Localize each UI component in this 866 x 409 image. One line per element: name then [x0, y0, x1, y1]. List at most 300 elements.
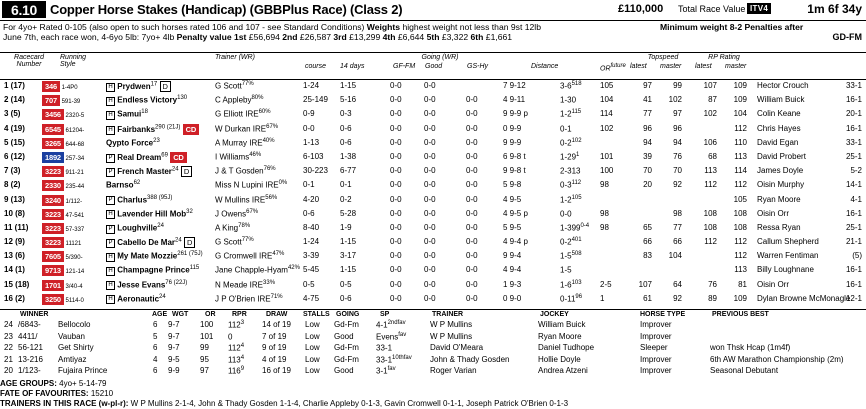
- runner-horse-name: H Jesse Evans$^{76}$ $^{(22J)}$: [106, 280, 187, 291]
- runner-official-rating: 104: [600, 95, 614, 105]
- runner-horse-name: H Endless Victory$^{130}$: [106, 95, 187, 106]
- result-age: 6: [153, 366, 158, 375]
- result-rpr: $112^4$: [228, 343, 245, 353]
- col-gs-hy: GS-Hy: [467, 63, 488, 70]
- runner-form: 3223 57-337: [42, 223, 84, 234]
- runner-distance-record: 0-1: [560, 124, 572, 134]
- runner-form: 9713 121-14: [42, 265, 84, 276]
- runner-topspeed-latest: 94: [643, 137, 652, 147]
- runner-trainer: W Durkan $IRE^{67\%}$: [215, 123, 279, 134]
- runner-trainer: G Scott$^{77\%}$: [215, 81, 254, 91]
- runner-number: 12 (9): [4, 237, 25, 247]
- runner-weight: 4 9-4 p: [503, 237, 528, 247]
- result-weight: 9-7: [168, 320, 180, 329]
- result-stalls: Low: [305, 320, 320, 329]
- runner-form: 7605 5/390-: [42, 251, 83, 262]
- runner-going-gs-hy: 0-0: [466, 194, 478, 204]
- result-weight: 9-7: [168, 343, 180, 352]
- conditions-line-1: [3, 22, 541, 33]
- runner-distance-record: $1-29^1$: [560, 151, 580, 162]
- runner-trainer: G Elliott $IRE^{60\%}$: [215, 109, 271, 120]
- runner-jockey: David Egan: [757, 137, 799, 147]
- result-or: 97: [200, 366, 209, 375]
- runner-topspeed-latest: 107: [638, 279, 652, 289]
- runner-jockey: Dylan Browne McMonagle: [757, 293, 851, 303]
- runner-topspeed-latest: 39: [643, 151, 652, 161]
- runner-trainer: A King$^{78\%}$: [215, 222, 251, 233]
- runner-odds: 12-1: [845, 293, 862, 303]
- runner-going-gs-hy: 0-0: [466, 279, 478, 289]
- runner-weight: 4 9-4: [503, 265, 522, 275]
- runner-horse-name: H Prydwen$^{17}$ D: [106, 81, 171, 92]
- runner-course-record: 1-13: [303, 137, 320, 147]
- result-sp: $3-1^{fav}$: [376, 366, 396, 376]
- penalty-3rd: £13,299: [346, 32, 383, 42]
- runner-going-gf-fm: 0-0: [390, 251, 402, 261]
- runner-topspeed-master: 96: [673, 123, 682, 133]
- runner-official-rating: 1: [600, 293, 605, 303]
- result-ref: 1/123-: [18, 366, 41, 375]
- runner-going-gf-fm: 0-0: [390, 180, 402, 190]
- col-good: Good: [425, 63, 443, 70]
- conditions-weights-label: Weights: [366, 22, 401, 32]
- runner-official-rating: 98: [600, 180, 609, 190]
- result-winner: Fujaira Prince: [58, 366, 108, 375]
- runner-weight: 9 9-8 t: [503, 166, 526, 176]
- runner-horse-name: P Cabello De Mar$^{24}$ D: [106, 237, 195, 248]
- runner-number: 4 (19): [4, 123, 25, 133]
- runner-rpr-latest: 87: [708, 95, 717, 105]
- runner-14day-record: 1-15: [340, 237, 357, 247]
- runner-going-good: 0-0: [424, 166, 436, 176]
- rh-stalls: STALLS: [303, 311, 330, 318]
- runner-topspeed-latest: 83: [643, 251, 652, 261]
- runner-rpr-master: 112: [734, 123, 747, 133]
- race-distance: 1m 6f 34y: [807, 2, 862, 16]
- footer-notes: [0, 379, 866, 409]
- runner-horse-name: P Real Dream$^{69}$ CD: [106, 152, 187, 163]
- runner-course-record: 0-6: [303, 208, 315, 218]
- runner-number: 13 (6): [4, 251, 25, 261]
- result-previous-best: won Thsk Hcap (1m4f): [710, 343, 791, 352]
- runner-rpr-latest: 108: [703, 222, 717, 232]
- runner-rpr-latest: 76: [708, 279, 717, 289]
- runner-going-gs-hy: 0-0: [466, 293, 478, 303]
- penalty-1st: £56,694: [246, 32, 283, 42]
- result-or: 95: [200, 354, 209, 364]
- runner-weight: 9 9-9: [503, 137, 522, 147]
- runners-list: [0, 80, 866, 307]
- runner-jockey: David Probert: [757, 151, 806, 161]
- runner-rpr-master: 105: [733, 194, 747, 204]
- past-result-row: [0, 355, 866, 367]
- runner-course-record: 0-5: [303, 279, 315, 289]
- runner-going-good: 0-0: [424, 95, 436, 105]
- result-trainer: W P Mullins: [430, 331, 473, 341]
- runner-jockey: Warren Fentiman: [757, 251, 819, 261]
- fate-favourites-value: 15210: [90, 388, 114, 398]
- runner-distance-record: $0-11^{96}$: [560, 293, 583, 304]
- result-draw: 9 of 19: [262, 343, 287, 352]
- past-results-rows: [0, 320, 866, 378]
- rh-rpr: RPR: [232, 311, 247, 318]
- runner-going-good: 0-0: [424, 109, 436, 119]
- runner-row[interactable]: [0, 194, 866, 208]
- runner-row[interactable]: [0, 222, 866, 236]
- runner-rpr-latest: 108: [703, 208, 717, 218]
- runner-number: 16 (2): [4, 293, 25, 303]
- past-results-table: [0, 309, 866, 378]
- runner-going-gf-fm: 0-0: [390, 194, 402, 204]
- runner-number: 8 (2): [4, 180, 21, 190]
- result-going: Gd-Fm: [334, 354, 359, 364]
- result-going: Gd-Fm: [334, 343, 359, 352]
- result-or: 100: [200, 320, 214, 329]
- runner-14day-record: 5-28: [340, 208, 357, 218]
- runner-going-gs-hy: 0-0: [466, 123, 478, 133]
- runner-horse-name: P French Master$^{24}$ D: [106, 166, 192, 177]
- runner-row[interactable]: [0, 108, 866, 122]
- runner-row[interactable]: [0, 151, 866, 165]
- runner-weight: 9 9-9 p: [503, 109, 528, 119]
- runner-odds: 5-2: [850, 166, 862, 176]
- runner-weight: 4 9-5 p: [503, 208, 528, 218]
- runner-rpr-latest: 106: [703, 137, 717, 147]
- runner-14day-record: 0-6: [340, 137, 352, 147]
- result-stalls: Low: [305, 366, 320, 375]
- result-previous-best: Seasonal Debutant: [710, 366, 779, 375]
- result-jockey: William Buick: [538, 320, 586, 329]
- runner-trainer: J P O'Brien $IRE^{71\%}$: [215, 293, 283, 304]
- runner-course-record: 0-9: [303, 109, 315, 119]
- runner-14day-record: 0-6: [340, 293, 352, 303]
- runner-odds: 16-1: [845, 279, 862, 289]
- runner-jockey: Ressa Ryan: [757, 222, 801, 232]
- runner-odds: 16-1: [845, 208, 862, 218]
- result-winner: Amtiyaz: [58, 354, 87, 364]
- result-age: 6: [153, 320, 158, 329]
- result-ref: 4411/: [18, 331, 38, 341]
- runner-horse-name: Barnso$^{62}$: [106, 180, 141, 190]
- trainers-value: W P Mullins 2-1-4, John & Thady Gosden 1-1-4, Charlie Appleby 0-1-3, Gavin Cromwell 0-1-1, Joseph Patrick O'Brien 0-1-3: [130, 398, 569, 408]
- runner-going-good: 0-0: [424, 237, 436, 247]
- runner-official-rating: 98: [600, 208, 609, 218]
- result-trainer: David O'Meara: [430, 343, 484, 352]
- result-sp: $33-1^{10thfav}$: [376, 354, 412, 365]
- runner-distance-record: $0-3^{112}$: [560, 180, 582, 190]
- runner-row[interactable]: [0, 293, 866, 307]
- col-trainer: Trainer (WR): [215, 54, 255, 61]
- runner-weight: 7 9-12: [503, 81, 526, 90]
- runner-topspeed-latest: 97: [643, 81, 652, 90]
- runner-going-gf-fm: 0-0: [390, 279, 402, 289]
- runner-trainer: G Cromwell $IRE^{47\%}$: [215, 251, 285, 261]
- result-year: 23: [4, 331, 13, 341]
- runner-course-record: 6-103: [303, 151, 324, 161]
- runner-going-good: 0-0: [424, 81, 436, 90]
- runner-form: 2330 235-44: [42, 180, 84, 191]
- result-jockey: Hollie Doyle: [538, 354, 581, 364]
- past-result-row: [0, 343, 866, 355]
- past-result-row: [0, 320, 866, 332]
- runner-jockey: William Buick: [757, 95, 805, 105]
- runner-rpr-master: 108: [733, 208, 747, 218]
- runner-row[interactable]: [0, 264, 866, 278]
- runner-going-gf-fm: 0-0: [390, 237, 402, 247]
- runner-weight: 4 9-11: [503, 95, 526, 105]
- runner-horse-name: H Samui$^{18}$: [106, 109, 148, 120]
- conditions-text-1c: highest weight not less than 9st 12lb: [400, 22, 541, 32]
- runner-jockey: Chris Hayes: [757, 123, 801, 133]
- runner-distance-record: $0-2^{102}$: [560, 137, 582, 148]
- runner-rpr-master: 113: [734, 151, 747, 161]
- runner-rpr-master: 112: [734, 251, 747, 261]
- result-or: 99: [200, 343, 209, 352]
- runner-odds: 25-1: [845, 151, 862, 161]
- tv-channel-badge: ITV4: [747, 3, 771, 14]
- runner-course-record: 1-24: [303, 237, 320, 247]
- rh-horse-type: HORSE TYPE: [640, 311, 686, 318]
- runner-row[interactable]: [0, 236, 866, 250]
- runner-14day-record: 0-5: [340, 279, 352, 289]
- penalty-4th-label: 4th: [382, 32, 396, 42]
- runner-topspeed-master: 76: [673, 151, 682, 161]
- runner-weight: 5 9-5: [503, 222, 522, 232]
- runner-14day-record: 5-16: [340, 95, 357, 105]
- conditions-line-2: [3, 32, 512, 43]
- result-jockey: Daniel Tudhope: [538, 343, 595, 352]
- runner-going-gs-hy: 0-0: [466, 222, 478, 232]
- runner-weight: 1 9-3: [503, 279, 522, 289]
- runner-topspeed-latest: 61: [643, 293, 652, 303]
- runner-going-gf-fm: 0-0: [390, 123, 402, 133]
- runner-14day-record: 1-38: [340, 151, 357, 161]
- result-stalls: Low: [305, 343, 320, 352]
- runner-odds: 16-1: [845, 265, 862, 275]
- rh-draw: DRAW: [266, 311, 288, 318]
- col-going: Going (WR): [421, 54, 459, 61]
- result-draw: 16 of 19: [262, 366, 291, 375]
- rh-trainer: TRAINER: [432, 311, 464, 318]
- runner-trainer: I Williams$^{46\%}$: [215, 151, 262, 162]
- column-headers: [0, 53, 866, 80]
- runner-weight: 4 9-5: [503, 194, 522, 204]
- runner-odds: 21-1: [845, 237, 862, 247]
- runner-course-record: 4-75: [303, 293, 320, 303]
- runner-rpr-latest: 102: [703, 109, 717, 119]
- race-time-badge: 6.10: [2, 1, 46, 18]
- runner-number: 14 (1): [4, 265, 25, 275]
- runner-jockey: Callum Shepherd: [757, 237, 819, 247]
- runner-14day-record: 0-3: [340, 109, 352, 119]
- runner-form: 707 591-39: [42, 95, 80, 106]
- runner-topspeed-latest: 96: [643, 123, 652, 133]
- col-gf-fm: GF-FM: [393, 63, 416, 70]
- runner-course-record: 3-39: [303, 251, 320, 261]
- result-jockey: Ryan Moore: [538, 331, 582, 341]
- runner-rpr-latest: 112: [704, 180, 717, 190]
- runner-rpr-master: 81: [738, 279, 747, 289]
- runner-row[interactable]: [0, 250, 866, 264]
- past-results-header: [0, 310, 866, 320]
- result-rpr: $113^4$: [228, 354, 245, 365]
- runner-weight: 0 9-9: [503, 123, 522, 133]
- runner-course-record: 8-40: [303, 222, 320, 232]
- runner-going-gf-fm: 0-0: [390, 81, 402, 90]
- runner-row[interactable]: [0, 165, 866, 179]
- runner-course-record: 25-149: [303, 95, 328, 105]
- rh-jockey: JOCKEY: [540, 311, 569, 318]
- runner-official-rating: 101: [600, 151, 614, 161]
- result-horse-type: Improver: [640, 331, 672, 341]
- race-header: [0, 0, 866, 21]
- result-or: 101: [200, 331, 214, 341]
- runner-official-rating: 114: [600, 109, 613, 119]
- result-sp: 33-1: [376, 343, 393, 353]
- runner-topspeed-latest: 41: [643, 95, 652, 105]
- penalty-5th: £3,322: [439, 32, 471, 42]
- runner-going-gs-hy: 0-0: [466, 237, 478, 247]
- runner-topspeed-latest: 65: [643, 222, 652, 232]
- runner-distance-record: $0-2^{401}$: [560, 237, 582, 247]
- runner-horse-name: H My Mate Mozzie$^{261}$ $^{(75J)}$: [106, 251, 203, 262]
- runner-going-good: 0-0: [424, 279, 436, 289]
- runner-14day-record: 1-15: [340, 265, 357, 275]
- runner-going-good: 0-0: [424, 265, 436, 275]
- runner-number: 6 (12): [4, 151, 25, 161]
- runner-rpr-latest: 68: [708, 151, 717, 161]
- runner-weight: 0 9-0: [503, 293, 522, 303]
- runner-horse-name: Qypto Force$^{23}$: [106, 137, 160, 148]
- runner-number: 15 (18): [4, 279, 30, 289]
- result-stalls: Low: [305, 354, 320, 364]
- result-year: 24: [4, 320, 13, 329]
- rh-sp: SP: [380, 311, 390, 318]
- col-rpr-master: master: [725, 63, 747, 70]
- runner-going-gs-hy: 0-0: [466, 151, 478, 161]
- runner-weight: 5 9-8: [503, 180, 522, 190]
- runner-going-gs-hy: 0-0: [466, 180, 478, 190]
- trainers-line: [0, 399, 866, 409]
- runner-trainer: G Scott$^{77\%}$: [215, 237, 254, 247]
- runner-trainer: W Mullins $IRE^{56\%}$: [215, 194, 278, 205]
- runner-official-rating: 98: [600, 222, 609, 232]
- result-weight: 9-9: [168, 366, 180, 375]
- runner-going-good: 0-0: [424, 222, 436, 232]
- rh-previous-best: PREVIOUS BEST: [712, 311, 769, 318]
- runner-topspeed-master: 77: [673, 222, 682, 232]
- runner-14day-record: 0-1: [340, 180, 352, 190]
- rh-going: GOING: [336, 311, 360, 318]
- rh-winner: WINNER: [20, 311, 49, 318]
- result-horse-type: Sleeper: [640, 343, 668, 352]
- col-or: ORfuture: [600, 63, 626, 73]
- runner-going-good: 0-0: [424, 208, 436, 218]
- runner-going-gf-fm: 0-0: [390, 109, 402, 119]
- runner-jockey: Ryan Moore: [757, 194, 801, 204]
- result-horse-type: Improver: [640, 366, 672, 375]
- result-ref: 56-121: [18, 343, 43, 352]
- age-groups-label: AGE GROUPS:: [0, 378, 57, 388]
- result-rpr: $112^3$: [228, 320, 245, 330]
- runner-rpr-latest: 107: [703, 81, 717, 90]
- runner-going-good: 0-0: [424, 137, 436, 147]
- runner-row[interactable]: [0, 123, 866, 137]
- runner-horse-name: H Fairbanks$^{290}$ $^{(21J)}$ CD: [106, 124, 199, 135]
- runner-horse-name: H Lavender Hill Mob$^{32}$: [106, 209, 193, 220]
- runner-rpr-latest: 89: [708, 293, 717, 303]
- penalty-2nd-label: 2nd: [282, 32, 298, 42]
- penalty-5th-label: 5th: [426, 32, 440, 42]
- runner-row[interactable]: [0, 179, 866, 193]
- runner-odds: 16-1: [845, 123, 862, 133]
- result-winner: Bellocolo: [58, 320, 91, 329]
- runner-distance-record: 1-5: [560, 266, 572, 276]
- runner-rpr-master: 113: [734, 265, 747, 275]
- col-ts-latest: latest: [630, 63, 647, 70]
- trainers-label: TRAINERS IN THIS RACE (w-pl-r):: [0, 398, 129, 408]
- runner-14day-record: 0-2: [340, 194, 352, 204]
- runner-number: 10 (8): [4, 208, 25, 218]
- result-stalls: Low: [305, 331, 320, 341]
- runner-trainer: N Meade $IRE^{33\%}$: [215, 279, 276, 290]
- past-result-row: [0, 332, 866, 344]
- runner-going-gf-fm: 0-0: [390, 293, 402, 303]
- runner-weight: 6 9-8 t: [503, 151, 526, 161]
- runner-official-rating: 102: [600, 123, 614, 133]
- runner-14day-record: 1-15: [340, 81, 357, 90]
- runner-number: 2 (14): [4, 95, 25, 105]
- runner-going-gs-hy: 0-0: [466, 265, 478, 275]
- runner-topspeed-latest: 70: [643, 166, 652, 176]
- runner-row[interactable]: [0, 94, 866, 108]
- runner-topspeed-master: 92: [673, 293, 682, 303]
- col-topspeed: Topspeed: [647, 54, 679, 61]
- runner-trainer: J Owens$^{67\%}$: [215, 208, 259, 219]
- runner-topspeed-latest: 20: [643, 180, 652, 190]
- runner-distance-record: 2-313: [560, 166, 581, 176]
- runner-row[interactable]: [0, 279, 866, 293]
- runner-trainer: C Appleby$^{80\%}$: [215, 95, 264, 105]
- runner-distance-record: $1-6^{103}$: [560, 279, 582, 290]
- result-draw: 7 of 19: [262, 331, 287, 341]
- runner-form: 3223 911-21: [42, 166, 84, 177]
- result-horse-type: Improver: [640, 320, 672, 329]
- runner-row[interactable]: [0, 137, 866, 151]
- result-trainer: John & Thady Gosden: [430, 354, 510, 364]
- runner-rpr-master: 109: [733, 81, 747, 90]
- col-14-days: 14 days: [340, 63, 365, 70]
- runner-odds: 20-1: [845, 109, 862, 119]
- runner-distance-record: $1-5^{508}$: [560, 251, 582, 261]
- age-groups-value: 4yo+ 5-14-79: [59, 378, 107, 388]
- runner-rpr-master: 109: [733, 95, 747, 105]
- rh-wgt: WGT: [172, 311, 189, 318]
- runner-form: 3265 644-68: [42, 138, 84, 149]
- runner-14day-record: 1-9: [340, 222, 352, 232]
- runner-row[interactable]: [0, 208, 866, 222]
- runner-row[interactable]: [0, 80, 866, 94]
- runner-form: 3240 1/112-: [42, 195, 82, 206]
- result-year: 20: [4, 366, 13, 375]
- runner-trainer: A Murray $IRE^{40\%}$: [215, 137, 275, 148]
- runner-going-gs-hy: 0-0: [466, 95, 478, 105]
- penalty-2nd: £26,587: [297, 32, 334, 42]
- runner-14day-record: 0-6: [340, 123, 352, 133]
- result-rpr: $116^9$: [228, 366, 245, 376]
- result-age: 4: [153, 354, 158, 364]
- rh-age: AGE: [152, 311, 168, 318]
